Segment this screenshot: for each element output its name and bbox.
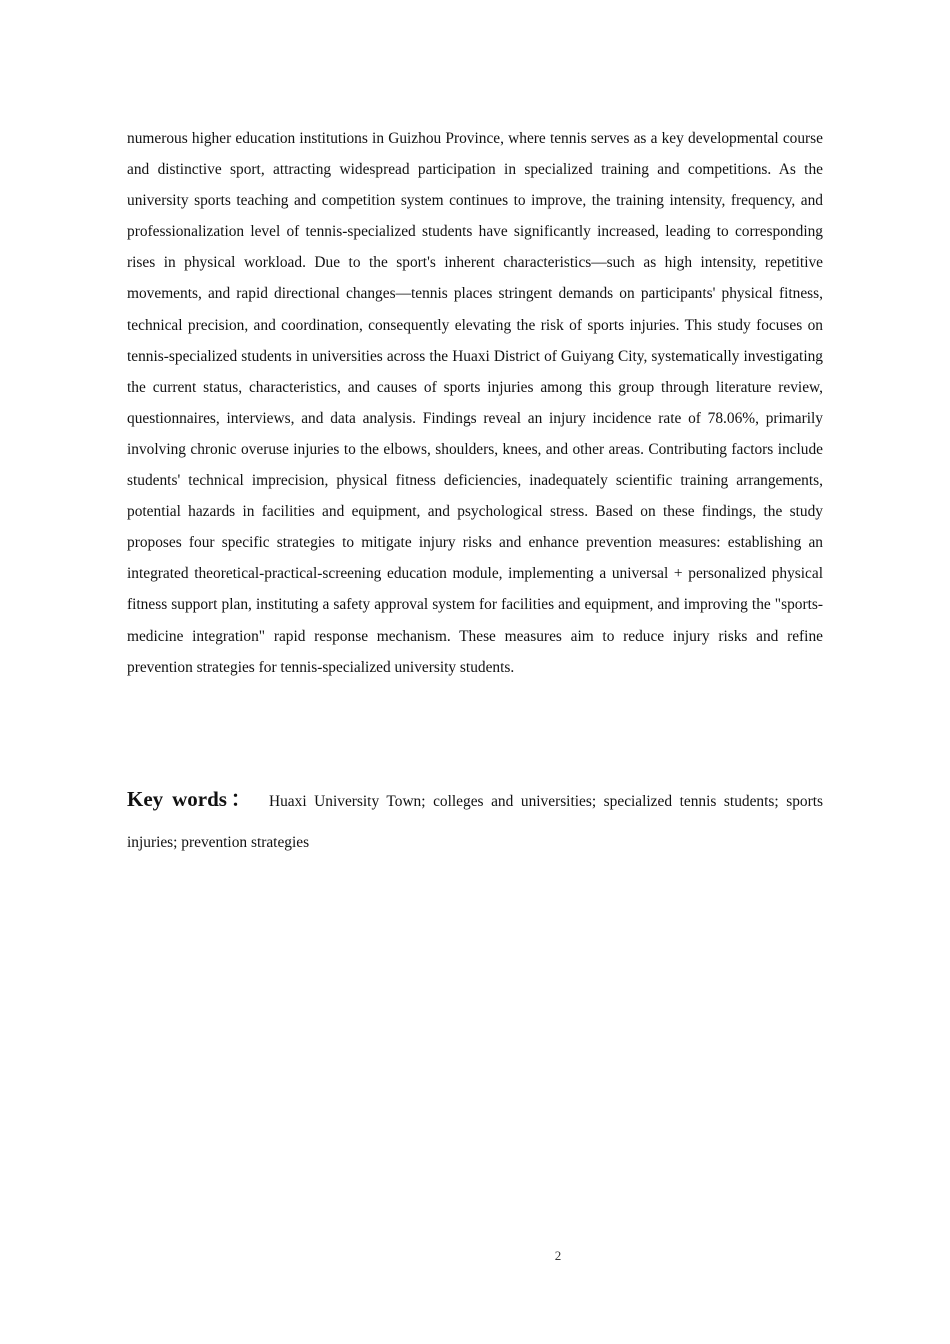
keywords-text: Huaxi University Town; colleges and universities; specialized tennis students; sports injuries; prevention strategies — [127, 793, 823, 851]
keywords-label: Key words： — [127, 787, 256, 811]
keywords-section — [127, 779, 823, 863]
page-number: 2 — [554, 1248, 562, 1263]
abstract-body-text: numerous higher education institutions in Guizhou Province, where tennis serves as a key developmental course and distinctive sport, attracting widespread participation in specialized training and competitions. As the university sports teaching and competition system continues to improve, the training intensity, frequency, and professionalization level of tennis-specialized students have significantly increased, leading to corresponding rises in physical workload. Due to the sport's inherent characteristics—such as high intensity, repetitive movements, and rapid directional changes—tennis places stringent demands on participants' physical fitness, technical precision, and coordination, consequently elevating the risk of sports injuries. This study focuses on tennis-specialized students in universities across the Huaxi District of Guiyang City, systematically investigating the current status, characteristics, and causes of sports injuries among this group through literature review, questionnaires, interviews, and data analysis. Findings reveal an injury incidence rate of 78.06%, primarily involving chronic overuse injuries to the elbows, shoulders, knees, and other areas. Contributing factors include students' technical imprecision, physical fitness deficiencies, inadequately scientific training arrangements, potential hazards in facilities and equipment, and psychological stress. Based on these findings, the study proposes four specific strategies to mitigate injury risks and enhance prevention measures: establishing an integrated theoretical-practical-screening education module, implementing a universal + personalized physical fitness support plan, instituting a safety approval system for facilities and equipment, and improving the "sports-medicine integration" rapid response mechanism. These measures aim to reduce injury risks and refine prevention strategies for tennis-specialized university students. — [127, 130, 823, 676]
